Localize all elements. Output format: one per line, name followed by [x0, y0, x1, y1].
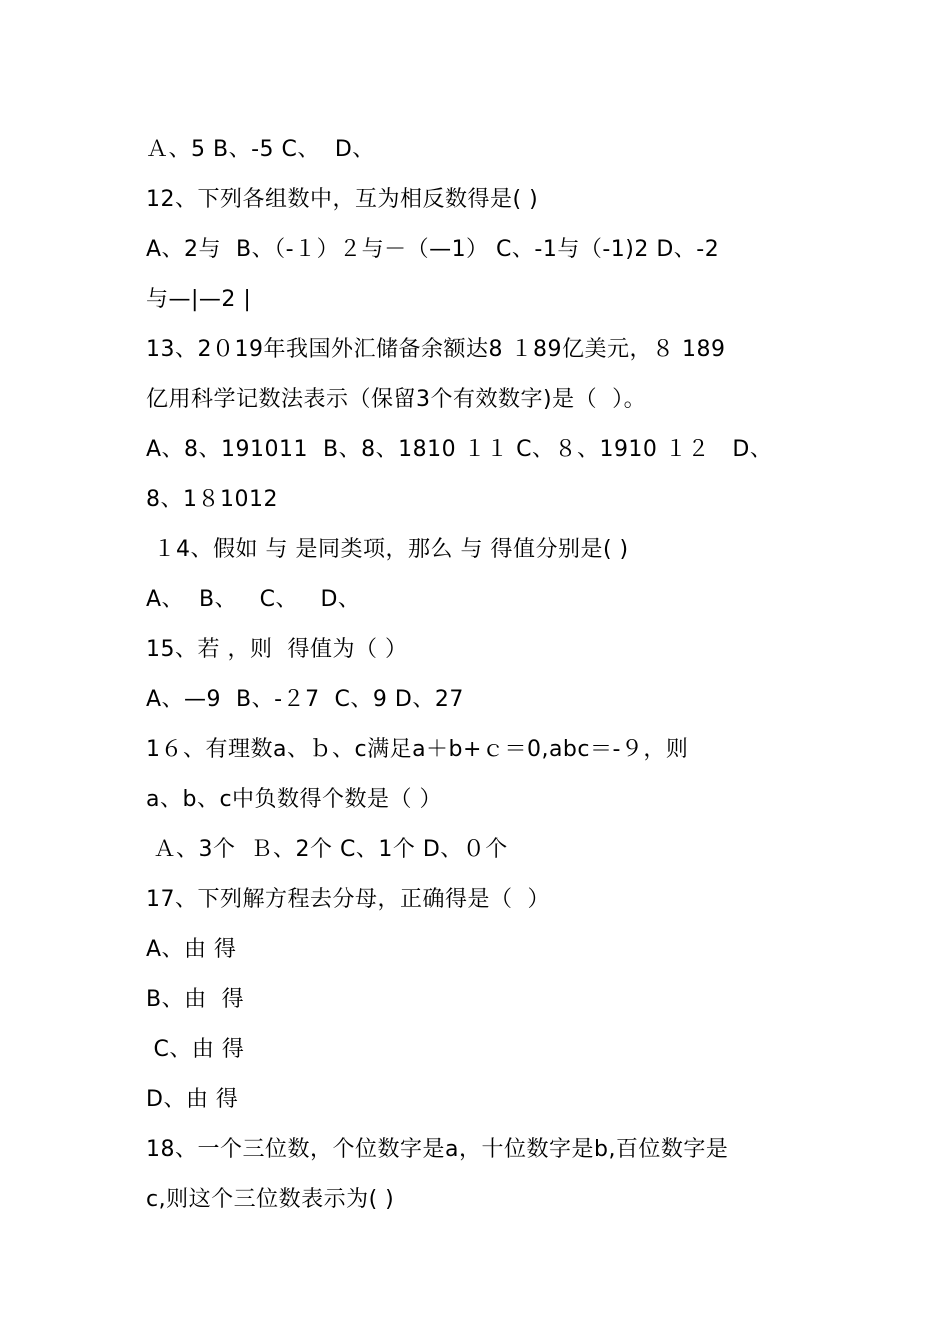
question-17-option-d: D、由 得 [146, 1087, 239, 1112]
text-line: Ａ、5 B、-5 C、 D、 [146, 137, 375, 162]
question-17: 17、下列解方程去分母，正确得是（ ） [146, 887, 550, 912]
question-12: 12、下列各组数中，互为相反数得是( ) [146, 187, 539, 212]
question-16: 1６、有理数a、ｂ、c满足a＋b+ｃ＝0,abc＝-９，则 [146, 737, 689, 762]
question-14-options: A、 B、 C、 D、 [146, 587, 361, 612]
question-17-option-a: A、由 得 [146, 937, 237, 962]
question-13: 13、2０19年我国外汇储备余额达8 １89亿美元，８ 189 [146, 337, 726, 362]
question-15-options: A、—9 B、-２7 C、9 D、27 [146, 687, 464, 712]
question-15: 15、若 ，则 得值为（ ） [146, 637, 408, 662]
question-13-options: A、8、191011 B、8、1810 １１ C、８、1910 １２ D、 [146, 437, 773, 462]
question-12-options-continued: 与—|—2 | [146, 287, 252, 312]
question-13-continued: 亿用科学记数法表示（保留3个有效数字)是（ ）。 [146, 387, 647, 412]
question-16-options: Ａ、3个 Ｂ、2个 C、1个 D、０个 [146, 837, 508, 862]
question-16-continued: a、b、c中负数得个数是（ ） [146, 787, 443, 812]
question-18: 18、一个三位数，个位数字是a，十位数字是b,百位数字是 [146, 1137, 729, 1162]
question-14: １4、假如 与 是同类项，那么 与 得值分别是( ) [146, 537, 629, 562]
question-18-continued: c,则这个三位数表示为( ) [146, 1187, 395, 1212]
question-17-option-b: B、由 得 [146, 987, 245, 1012]
question-17-option-c: C、由 得 [146, 1037, 245, 1062]
question-13-options-continued: 8、1８1012 [146, 487, 278, 512]
question-12-options: A、2与 B、（-１）２与－（—1） C、-1与（-1)2 D、-2 [146, 237, 720, 262]
